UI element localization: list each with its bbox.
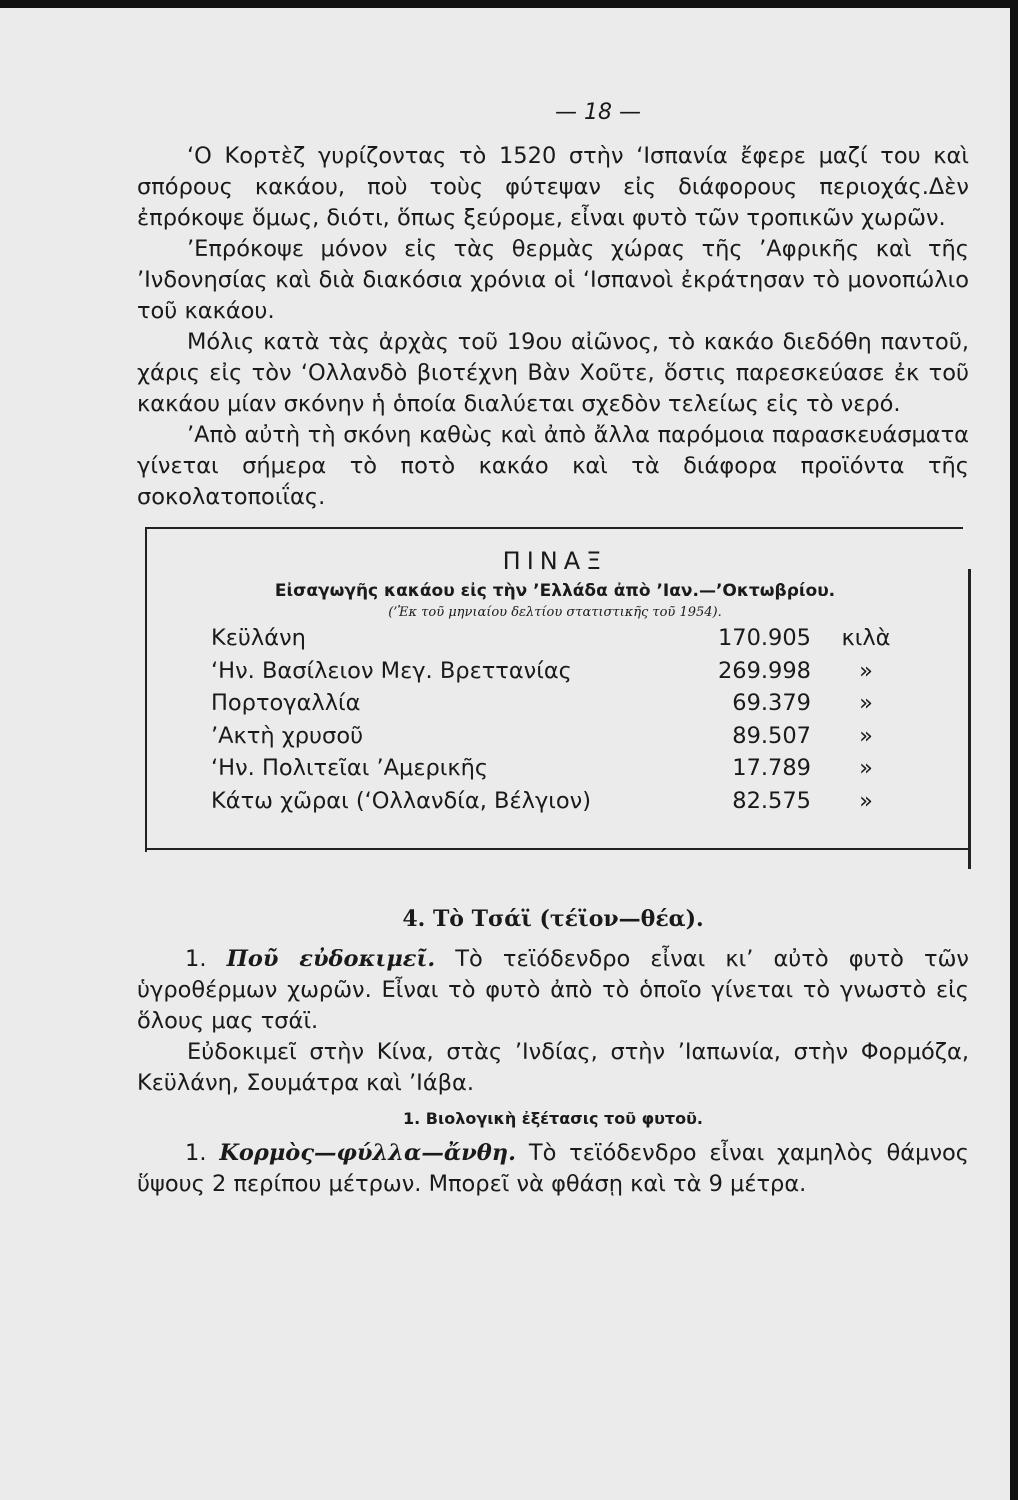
table-source: (’Ἐκ τοῦ μηνιαίου δελτίου στατιστικῆς τοῦ 1954). (388, 605, 722, 620)
country-cell: Κάτω χῶραι (‘Ολλανδία, Βέλγιον) (211, 787, 591, 814)
value-cell: 269.998 (717, 657, 811, 684)
paragraph-trunk-leaves (137, 1138, 969, 1200)
unit-cell: » (859, 755, 873, 782)
value-cell: 82.575 (732, 787, 811, 814)
subheading: 1. Βιολογικὴ ἐξέτασις τοῦ φυτοῦ. (403, 1109, 703, 1128)
unit-cell: κιλὰ (841, 625, 891, 652)
paragraph-text: Τὸ τεϊόδενδρο εἶναι κι’ αὐτὸ φυτὸ τῶν ὑγροθέρμων χωρῶν. Εἶναι τὸ φυτὸ ἀπὸ τὸ ὁποῖο γίνεται τὸ γνωστὸ εἰς ὅλους μας τσάϊ. (137, 946, 969, 1034)
paragraph-4: ’Απὸ αὐτὴ τὴ σκόνη καθὼς καὶ ἀπὸ ἄλλα παρόμοια παρασκευάσματα γίνεται σήμερα τὸ ποτὸ κακάο καὶ τὰ διάφορα προϊόντα τῆς σοκολατοποιΐας. (137, 422, 969, 510)
paragraph-text: Τὸ τεϊόδενδρο εἶναι χαμηλὸς θάμνος ὕψους 2 περίπου μέτρων. Μπορεῖ νὰ φθάσῃ καὶ τὰ 9 μέτρα. (137, 1140, 969, 1197)
page-content (137, 100, 969, 1200)
import-table (145, 527, 963, 852)
item-number: 1. (185, 946, 207, 972)
table-row (211, 785, 921, 818)
paragraph-where-it-thrives (137, 944, 969, 1037)
paragraph-countries: Εὐδοκιμεῖ στὴν Κίνα, στὰς ’Ινδίας, στὴν ’Ιαπωνία, στὴν Φορμόζα, Κεϋλάνη, Σουμάτρα καὶ ’Ιάβα. (137, 1039, 969, 1096)
unit-cell: » (859, 722, 873, 749)
table-row (211, 622, 921, 655)
table-bottom-border (147, 848, 969, 850)
page-number: — 18 — (555, 100, 641, 125)
table-row (211, 720, 921, 753)
unit-cell: » (859, 787, 873, 814)
keyword: Ποῦ εὐδοκιμεῖ. (226, 946, 436, 972)
table-row (211, 687, 921, 720)
import-data (211, 622, 921, 817)
unit-cell: » (859, 657, 873, 684)
value-cell: 170.905 (717, 625, 811, 652)
table-subtitle: Εἰσαγωγῆς κακάου εἰς τὴν ’Ελλάδα ἀπὸ ’Ιαν.—’Οκτωβρίου. (274, 581, 836, 601)
paragraph-2: ’Επρόκοψε μόνον εἰς τὰς θερμὰς χώρας τῆς ’Αφρικῆς καὶ τῆς ’Ινδονησίας καὶ διὰ διακόσια χρόνια οἱ ‘Ισπανοὶ ἐκράτησαν τὸ μονοπώλιο τοῦ κακάου. (137, 236, 969, 324)
country-cell: ’Ακτὴ χρυσοῦ (211, 722, 364, 749)
scan-border-right (1010, 0, 1018, 1500)
value-cell: 69.379 (732, 690, 811, 717)
value-cell: 89.507 (732, 722, 811, 749)
country-cell: ‘Ην. Βασίλειον Μεγ. Βρεττανίας (211, 657, 572, 684)
table-right-border (968, 569, 971, 869)
country-cell: Πορτογαλλία (211, 690, 361, 717)
table-title: ΠΙΝΑΞ (502, 547, 608, 575)
section-title: 4. Τὸ Τσάϊ (τέϊον—θέα). (402, 906, 704, 932)
keyword: Κορμὸς—φύλλα—ἄνθη. (219, 1140, 516, 1166)
country-cell: ‘Ην. Πολιτεῖαι ’Αμερικῆς (211, 755, 489, 782)
item-number: 1. (185, 1140, 207, 1166)
country-cell: Κεϋλάνη (211, 625, 306, 652)
table-row (211, 655, 921, 688)
unit-cell: » (859, 690, 873, 717)
paragraph-3: Μόλις κατὰ τὰς ἀρχὰς τοῦ 19ου αἰῶνος, τὸ κακάο διεδόθη παντοῦ, χάρις εἰς τὸν ‘Ολλανδὸ βιοτέχνη Βὰν Χοῦτε, ὅστις παρεσκεύασε ἐκ τοῦ κακάου μίαν σκόνην ἡ ὁποία διαλύεται σχεδὸν τελείως εἰς τὸ νερό. (137, 329, 969, 417)
paragraph-1: ‘Ο Κορτὲζ γυρίζοντας τὸ 1520 στὴν ‘Ισπανία ἔφερε μαζί του καὶ σπόρους κακάου, ποὺ τοὺς φύτεψαν εἰς διάφορους περιοχάς.Δὲν ἐπρόκοψε ὅμως, διότι, ὅπως ξεύρομε, εἶναι φυτὸ τῶν τροπικῶν χωρῶν. (137, 143, 969, 231)
scan-border-top (0, 0, 1018, 8)
table-row (211, 752, 921, 785)
value-cell: 17.789 (732, 755, 811, 782)
